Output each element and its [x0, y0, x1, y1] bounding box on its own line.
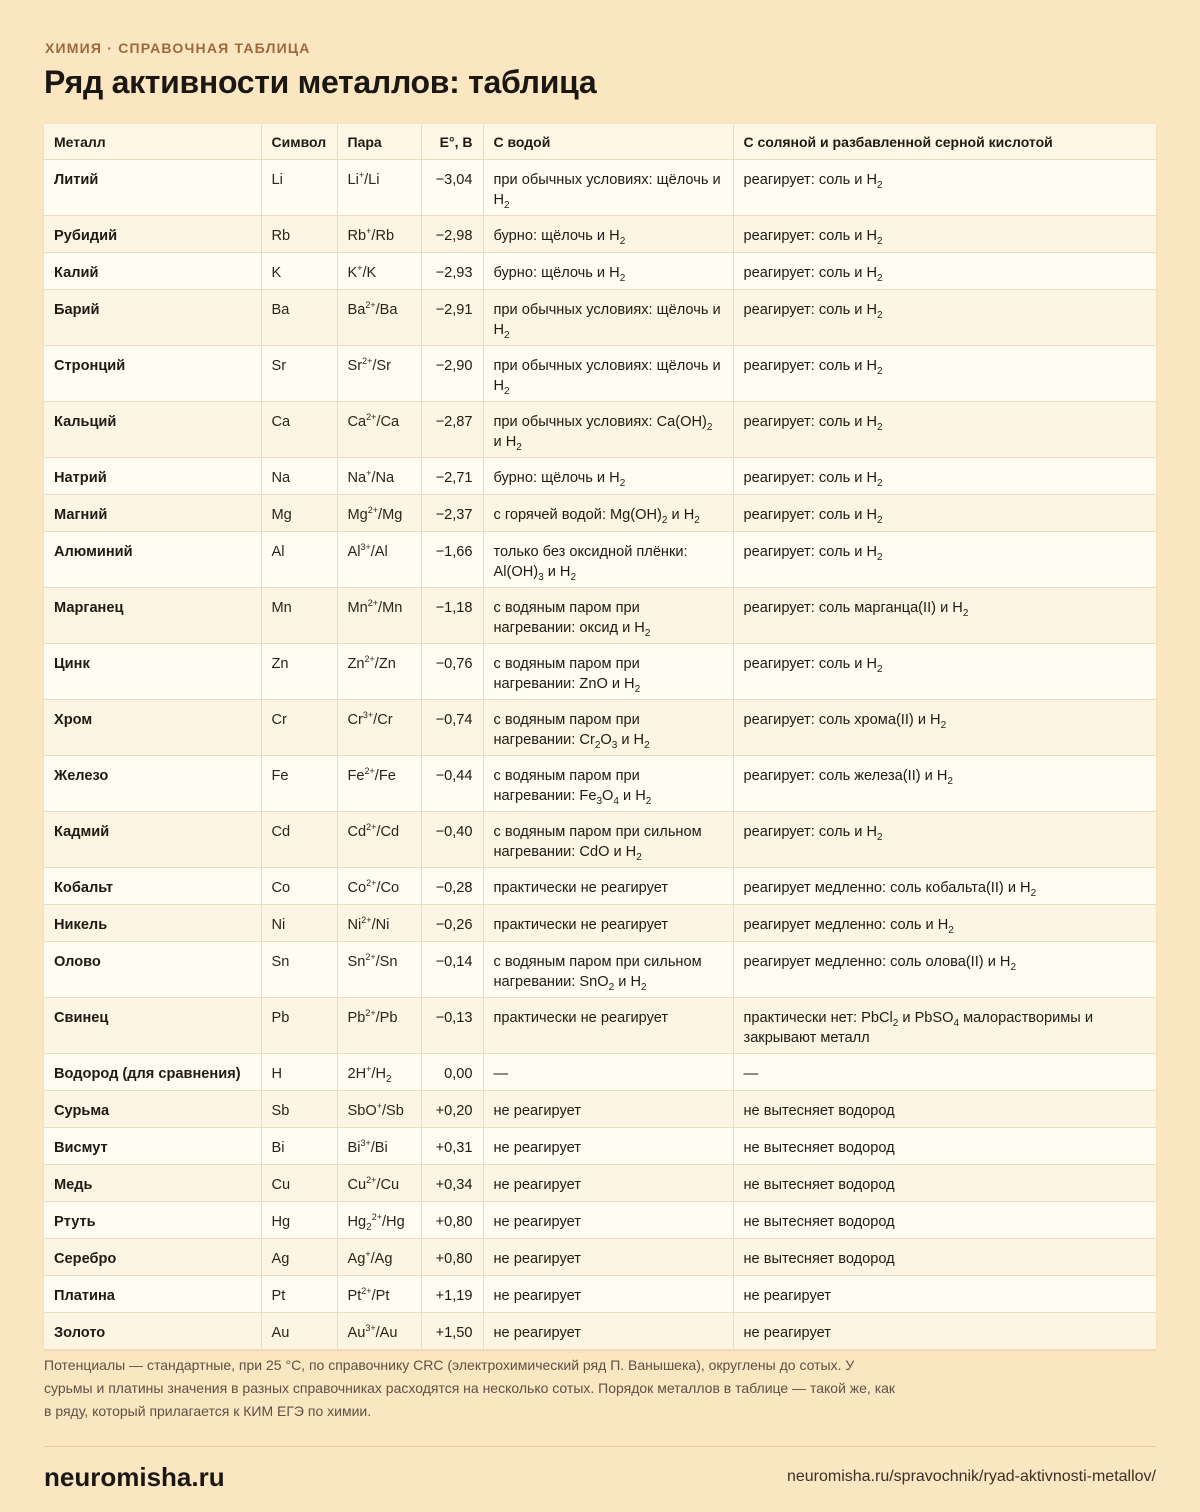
table-row: [44, 402, 1156, 458]
cell-acid: реагирует: соль и $H_2$: [733, 532, 1156, 588]
cell-pair: $Sn^{2+}/Sn$: [337, 942, 421, 998]
col-header-potential: E°, В: [421, 124, 483, 160]
cell-metal: Медь: [44, 1165, 261, 1202]
cell-pair: $Cr^{3+}/Cr$: [337, 700, 421, 756]
col-header-acid: С соляной и разбавленной серной кислотой: [733, 124, 1156, 160]
cell-water: с водяным паром при нагревании: $Cr_2O_3$ и $H_2$: [483, 700, 733, 756]
cell-water: при обычных условиях: щёлочь и $H_2$: [483, 290, 733, 346]
cell-acid: реагирует: соль и $H_2$: [733, 346, 1156, 402]
cell-metal: Олово: [44, 942, 261, 998]
table-row: [44, 868, 1156, 905]
cell-acid: реагирует: соль железа(II) и $H_2$: [733, 756, 1156, 812]
kicker: ХИМИЯ · СПРАВОЧНАЯ ТАБЛИЦА: [45, 40, 311, 56]
cell-water: с водяным паром при сильном нагревании: CdO и $H_2$: [483, 812, 733, 868]
cell-pair: $Ba^{2+}/Ba$: [337, 290, 421, 346]
cell-potential: −2,37: [421, 495, 483, 532]
cell-acid: практически нет: PbCl$_2$ и PbSO$_4$ малорастворимы и закрывают металл: [733, 998, 1156, 1054]
cell-acid: —: [733, 1054, 1156, 1091]
table-row: [44, 458, 1156, 495]
cell-symbol: Ni: [261, 905, 337, 942]
table-row: [44, 1091, 1156, 1128]
cell-acid: реагирует медленно: соль кобальта(II) и $H_2$: [733, 868, 1156, 905]
cell-symbol: Au: [261, 1313, 337, 1350]
cell-symbol: Cd: [261, 812, 337, 868]
cell-pair: $Fe^{2+}/Fe$: [337, 756, 421, 812]
table-row: [44, 1276, 1156, 1313]
cell-water: не реагирует: [483, 1276, 733, 1313]
cell-water: с водяным паром при нагревании: ZnO и $H_2$: [483, 644, 733, 700]
cell-water: практически не реагирует: [483, 905, 733, 942]
cell-water: не реагирует: [483, 1091, 733, 1128]
table-row: [44, 905, 1156, 942]
table-row: [44, 588, 1156, 644]
cell-pair: Na+/Na: [337, 458, 421, 495]
cell-metal: Натрий: [44, 458, 261, 495]
cell-metal: Никель: [44, 905, 261, 942]
col-header-water: С водой: [483, 124, 733, 160]
cell-symbol: Cu: [261, 1165, 337, 1202]
cell-metal: Висмут: [44, 1128, 261, 1165]
cell-symbol: Li: [261, 160, 337, 216]
table-row: [44, 253, 1156, 290]
col-header-metal: Металл: [44, 124, 261, 160]
cell-metal: Кобальт: [44, 868, 261, 905]
page-title: Ряд активности металлов: таблица: [44, 64, 597, 100]
cell-acid: реагирует: соль и $H_2$: [733, 402, 1156, 458]
cell-acid: реагирует: соль и $H_2$: [733, 495, 1156, 532]
cell-water: с водяным паром при нагревании: оксид и $H_2$: [483, 588, 733, 644]
cell-symbol: Mg: [261, 495, 337, 532]
cell-acid: реагирует: соль марганца(II) и $H_2$: [733, 588, 1156, 644]
table-row: [44, 998, 1156, 1054]
cell-symbol: Sn: [261, 942, 337, 998]
cell-potential: −0,28: [421, 868, 483, 905]
cell-symbol: Co: [261, 868, 337, 905]
cell-metal: Рубидий: [44, 216, 261, 253]
table-row: [44, 756, 1156, 812]
cell-symbol: Hg: [261, 1202, 337, 1239]
cell-water: с водяным паром при нагревании: $Fe_3O_4$ и $H_2$: [483, 756, 733, 812]
cell-potential: +0,20: [421, 1091, 483, 1128]
cell-symbol: Ca: [261, 402, 337, 458]
cell-acid: реагирует: соль и $H_2$: [733, 216, 1156, 253]
cell-potential: +0,34: [421, 1165, 483, 1202]
table-row: [44, 532, 1156, 588]
cell-acid: не реагирует: [733, 1313, 1156, 1350]
col-header-symbol: Символ: [261, 124, 337, 160]
table-header-row: [44, 124, 1156, 160]
cell-water: с горячей водой: $Mg(OH)_2$ и $H_2$: [483, 495, 733, 532]
cell-symbol: Pb: [261, 998, 337, 1054]
cell-acid: не вытесняет водород: [733, 1239, 1156, 1276]
cell-pair: Rb+/Rb: [337, 216, 421, 253]
cell-symbol: K: [261, 253, 337, 290]
table-row: [44, 216, 1156, 253]
cell-pair: $Zn^{2+}/Zn$: [337, 644, 421, 700]
cell-acid: не реагирует: [733, 1276, 1156, 1313]
footnote: Потенциалы — стандартные, при 25 °C, по справочнику CRC (электрохимический ряд П. Ванышека), округлены до сотых. У сурьмы и платины значения в разных справочниках расходятся на несколько сотых. Порядок металлов в таблице — такой же, как в ряду, который прилагается к КИМ ЕГЭ по химии.: [44, 1357, 896, 1419]
cell-symbol: Cr: [261, 700, 337, 756]
cell-water: —: [483, 1054, 733, 1091]
table-row: [44, 1202, 1156, 1239]
cell-pair: $2H^+/H_2$: [337, 1054, 421, 1091]
cell-pair: $Ni^{2+}/Ni$: [337, 905, 421, 942]
cell-pair: Li+/Li: [337, 160, 421, 216]
cell-water: с водяным паром при сильном нагревании: SnO$_2$ и $H_2$: [483, 942, 733, 998]
cell-water: практически не реагирует: [483, 998, 733, 1054]
cell-metal: Калий: [44, 253, 261, 290]
cell-acid: реагирует медленно: соль олова(II) и $H_2$: [733, 942, 1156, 998]
cell-metal: Магний: [44, 495, 261, 532]
cell-pair: $Sr^{2+}/Sr$: [337, 346, 421, 402]
cell-potential: −1,18: [421, 588, 483, 644]
cell-metal: Кадмий: [44, 812, 261, 868]
table-row: [44, 346, 1156, 402]
cell-potential: −0,40: [421, 812, 483, 868]
cell-potential: −0,14: [421, 942, 483, 998]
cell-acid: реагирует: соль и $H_2$: [733, 160, 1156, 216]
cell-metal: Барий: [44, 290, 261, 346]
cell-pair: $Al^{3+}/Al$: [337, 532, 421, 588]
cell-symbol: Mn: [261, 588, 337, 644]
cell-acid: реагирует: соль и $H_2$: [733, 644, 1156, 700]
table-row: [44, 1054, 1156, 1091]
table-body: [44, 160, 1156, 1350]
cell-potential: 0,00: [421, 1054, 483, 1091]
cell-metal: Свинец: [44, 998, 261, 1054]
cell-acid: реагирует: соль и $H_2$: [733, 812, 1156, 868]
cell-acid: не вытесняет водород: [733, 1165, 1156, 1202]
cell-pair: $Bi^{3+}/Bi$: [337, 1128, 421, 1165]
cell-potential: −0,76: [421, 644, 483, 700]
table-row: [44, 290, 1156, 346]
cell-acid: не вытесняет водород: [733, 1128, 1156, 1165]
cell-potential: −3,04: [421, 160, 483, 216]
metal-activity-table-card: [44, 124, 1156, 1350]
cell-symbol: Na: [261, 458, 337, 495]
cell-water: бурно: щёлочь и $H_2$: [483, 458, 733, 495]
cell-metal: Марганец: [44, 588, 261, 644]
cell-symbol: Sr: [261, 346, 337, 402]
table-row: [44, 1239, 1156, 1276]
cell-potential: +0,80: [421, 1239, 483, 1276]
table-row: [44, 1165, 1156, 1202]
cell-potential: −1,66: [421, 532, 483, 588]
cell-metal: Литий: [44, 160, 261, 216]
table-row: [44, 495, 1156, 532]
table-row: [44, 942, 1156, 998]
cell-symbol: Bi: [261, 1128, 337, 1165]
cell-symbol: Fe: [261, 756, 337, 812]
cell-acid: реагирует медленно: соль и $H_2$: [733, 905, 1156, 942]
cell-water: не реагирует: [483, 1165, 733, 1202]
cell-symbol: H: [261, 1054, 337, 1091]
cell-potential: +1,19: [421, 1276, 483, 1313]
cell-potential: −0,13: [421, 998, 483, 1054]
cell-pair: $Cu^{2+}/Cu$: [337, 1165, 421, 1202]
cell-metal: Хром: [44, 700, 261, 756]
cell-metal: Стронций: [44, 346, 261, 402]
brand-logo-text: neuromisha.ru: [44, 1462, 225, 1492]
cell-water: при обычных условиях: щёлочь и $H_2$: [483, 160, 733, 216]
footer-divider: [44, 1446, 1156, 1447]
cell-symbol: Pt: [261, 1276, 337, 1313]
cell-pair: $Mn^{2+}/Mn$: [337, 588, 421, 644]
cell-pair: Ag+/Ag: [337, 1239, 421, 1276]
cell-potential: −0,74: [421, 700, 483, 756]
cell-acid: реагирует: соль хрома(II) и $H_2$: [733, 700, 1156, 756]
table-row: [44, 700, 1156, 756]
cell-water: при обычных условиях: $Ca(OH)_2$ и $H_2$: [483, 402, 733, 458]
cell-water: бурно: щёлочь и $H_2$: [483, 253, 733, 290]
cell-pair: $Mg^{2+}/Mg$: [337, 495, 421, 532]
cell-potential: −0,44: [421, 756, 483, 812]
metal-activity-table: [44, 124, 1156, 1350]
cell-water: практически не реагирует: [483, 868, 733, 905]
cell-pair: $Pb^{2+}/Pb$: [337, 998, 421, 1054]
cell-symbol: Ba: [261, 290, 337, 346]
table-row: [44, 812, 1156, 868]
cell-potential: −2,98: [421, 216, 483, 253]
cell-pair: K+/K: [337, 253, 421, 290]
cell-potential: +1,50: [421, 1313, 483, 1350]
cell-water: при обычных условиях: щёлочь и $H_2$: [483, 346, 733, 402]
cell-water: не реагирует: [483, 1313, 733, 1350]
cell-potential: −2,90: [421, 346, 483, 402]
cell-water: не реагирует: [483, 1128, 733, 1165]
cell-pair: SbO+/Sb: [337, 1091, 421, 1128]
cell-water: только без оксидной плёнки: $Al(OH)_3$ и $H_2$: [483, 532, 733, 588]
cell-metal: Золото: [44, 1313, 261, 1350]
cell-acid: реагирует: соль и $H_2$: [733, 458, 1156, 495]
cell-symbol: Rb: [261, 216, 337, 253]
col-header-pair: Пара: [337, 124, 421, 160]
cell-symbol: Sb: [261, 1091, 337, 1128]
cell-metal: Сурьма: [44, 1091, 261, 1128]
cell-water: не реагирует: [483, 1239, 733, 1276]
cell-water: бурно: щёлочь и $H_2$: [483, 216, 733, 253]
cell-acid: не вытесняет водород: [733, 1091, 1156, 1128]
cell-metal: Алюминий: [44, 532, 261, 588]
cell-symbol: Zn: [261, 644, 337, 700]
cell-metal: Серебро: [44, 1239, 261, 1276]
cell-potential: +0,80: [421, 1202, 483, 1239]
cell-acid: реагирует: соль и $H_2$: [733, 253, 1156, 290]
cell-symbol: Ag: [261, 1239, 337, 1276]
cell-water: не реагирует: [483, 1202, 733, 1239]
cell-potential: −2,91: [421, 290, 483, 346]
cell-pair: $Pt^{2+}/Pt$: [337, 1276, 421, 1313]
cell-potential: −2,71: [421, 458, 483, 495]
table-row: [44, 160, 1156, 216]
table-row: [44, 1128, 1156, 1165]
cell-potential: −2,87: [421, 402, 483, 458]
cell-pair: $Co^{2+}/Co$: [337, 868, 421, 905]
cell-potential: +0,31: [421, 1128, 483, 1165]
table-row: [44, 644, 1156, 700]
cell-metal: Кальций: [44, 402, 261, 458]
cell-metal: Водород (для сравнения): [44, 1054, 261, 1091]
cell-symbol: Al: [261, 532, 337, 588]
cell-metal: Железо: [44, 756, 261, 812]
cell-pair: $Hg_2^{2+}/Hg$: [337, 1202, 421, 1239]
cell-metal: Платина: [44, 1276, 261, 1313]
table-row: [44, 1313, 1156, 1350]
cell-metal: Цинк: [44, 644, 261, 700]
page-url: neuromisha.ru/spravochnik/ryad-aktivnosti-metallov/: [786, 1468, 1156, 1485]
cell-metal: Ртуть: [44, 1202, 261, 1239]
cell-potential: −2,93: [421, 253, 483, 290]
cell-pair: $Au^{3+}/Au$: [337, 1313, 421, 1350]
cell-potential: −0,26: [421, 905, 483, 942]
cell-pair: $Cd^{2+}/Cd$: [337, 812, 421, 868]
cell-pair: $Ca^{2+}/Ca$: [337, 402, 421, 458]
cell-acid: не вытесняет водород: [733, 1202, 1156, 1239]
cell-acid: реагирует: соль и $H_2$: [733, 290, 1156, 346]
